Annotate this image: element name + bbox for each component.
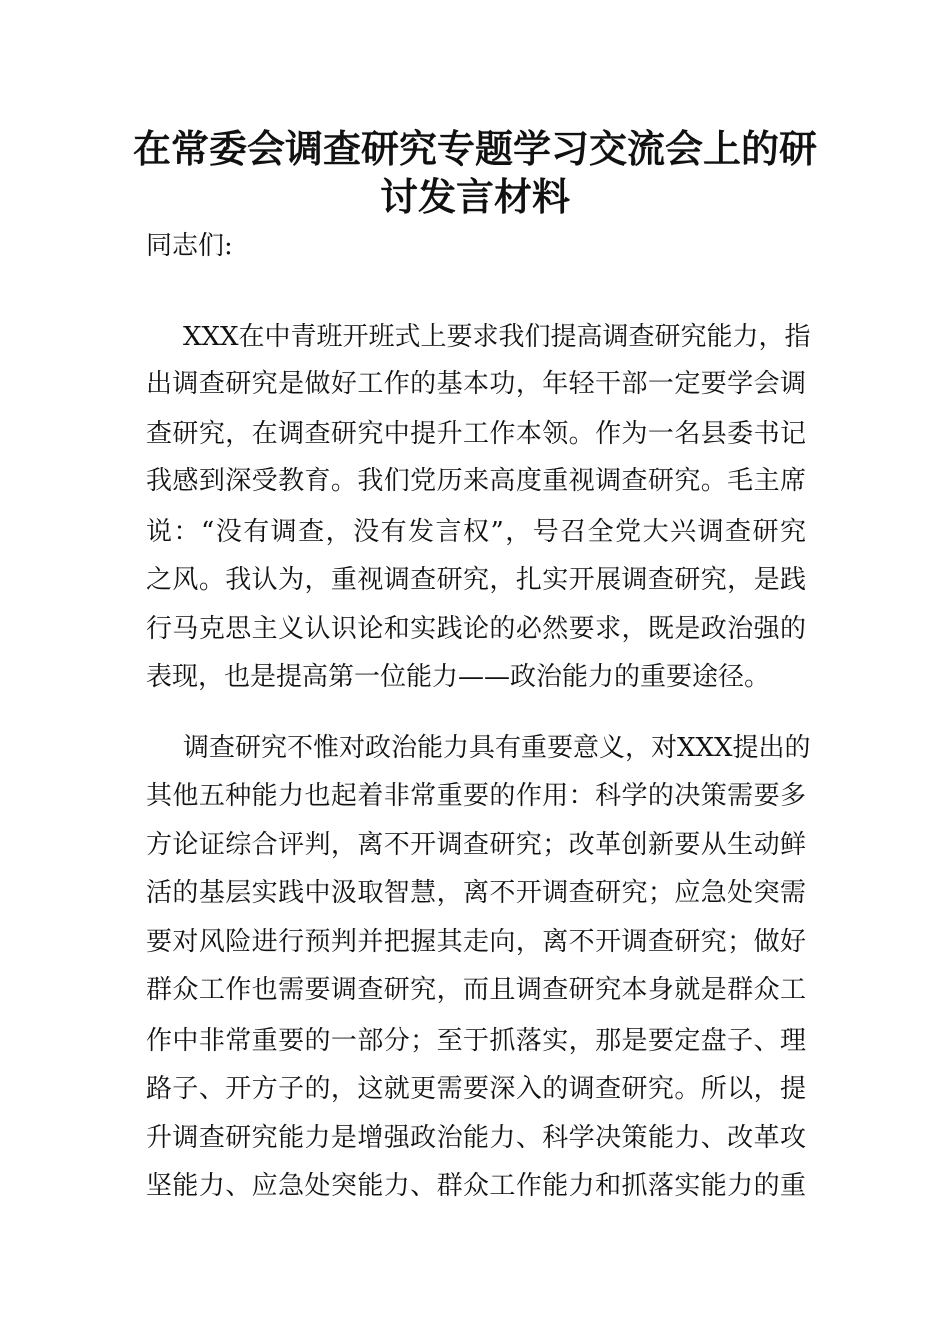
- paragraph-2-line: 群众工作也需要调查研究，而且调查研究本身就是群众工: [146, 975, 806, 1005]
- paragraph-1-line: 行马克思主义认识论和实践论的必然要求，既是政治强的: [146, 614, 806, 644]
- paragraph-1-line: XXX在中青班开班式上要求我们提高调查研究能力，指: [183, 322, 811, 352]
- paragraph-2-line: 要对风险进行预判并把握其走向，离不开调查研究；做好: [146, 927, 806, 957]
- salutation: 同志们:: [146, 231, 233, 261]
- document-title-line-1: 在常委会调查研究专题学习交流会上的研: [132, 126, 817, 171]
- paragraph-2-line: 方论证综合评判，离不开调查研究；改革创新要从生动鲜: [146, 830, 806, 860]
- paragraph-2-line: 坚能力、应急处突能力、群众工作能力和抓落实能力的重: [146, 1171, 806, 1201]
- paragraph-1-line: 之风。我认为，重视调查研究，扎实开展调查研究，是践: [146, 565, 806, 595]
- paragraph-2-line: 路子、开方子的，这就更需要深入的调查研究。所以，提: [146, 1074, 806, 1104]
- paragraph-1-line: 查研究，在调查研究中提升工作本领。作为一名县委书记: [146, 419, 806, 449]
- paragraph-1-line: 说：“没有调查，没有发言权”，号召全党大兴调查研究: [146, 517, 806, 547]
- paragraph-2-line: 调查研究不惟对政治能力具有重要意义，对XXX提出的: [183, 733, 811, 763]
- paragraph-2-line: 其他五种能力也起着非常重要的作用：科学的决策需要多: [146, 781, 806, 811]
- document-title-line-2: 讨发言材料: [379, 174, 570, 219]
- paragraph-1-line: 出调查研究是做好工作的基本功，年轻干部一定要学会调: [146, 369, 806, 399]
- paragraph-1-line: 我感到深受教育。我们党历来高度重视调查研究。毛主席: [146, 466, 806, 496]
- paragraph-2-line: 活的基层实践中汲取智慧，离不开调查研究；应急处突需: [146, 878, 806, 908]
- paragraph-1-line: 表现，也是提高第一位能力——政治能力的重要途径。: [146, 662, 771, 692]
- paragraph-2-line: 升调查研究能力是增强政治能力、科学决策能力、改革攻: [146, 1123, 806, 1153]
- paragraph-2-line: 作中非常重要的一部分；至于抓落实，那是要定盘子、理: [146, 1026, 806, 1056]
